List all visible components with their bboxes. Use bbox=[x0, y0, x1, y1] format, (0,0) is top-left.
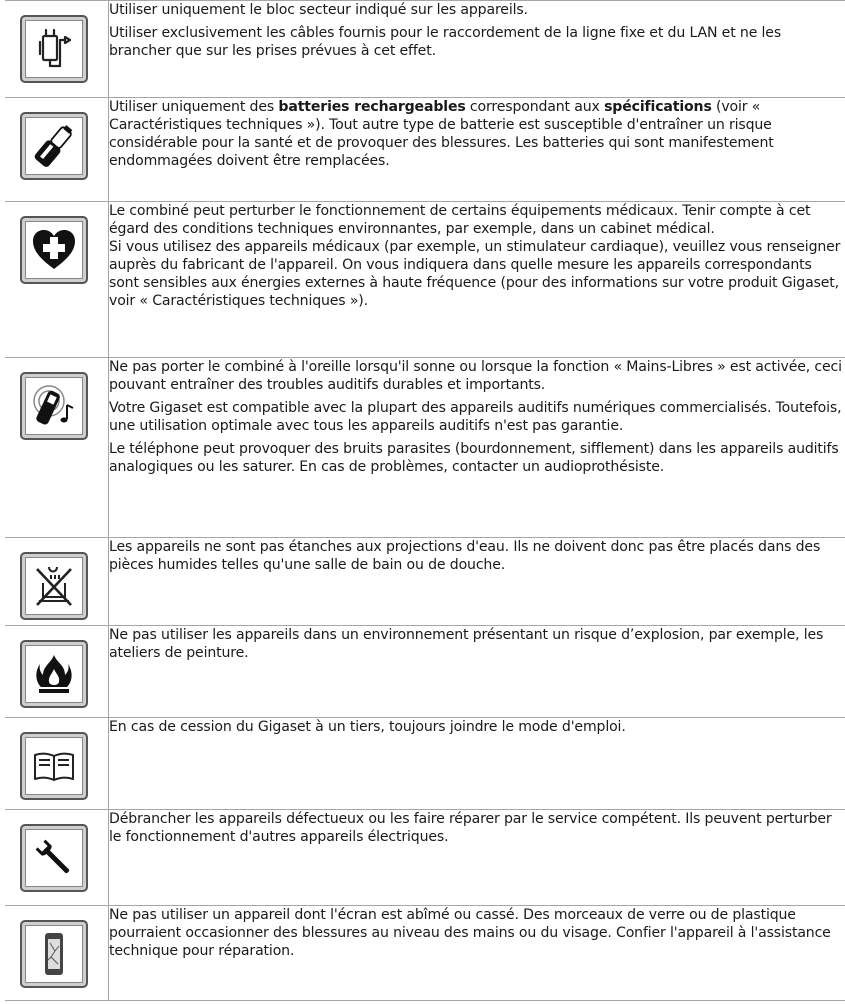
safety-text: Ne pas utiliser un appareil dont l'écran est abîmé ou cassé. Des morceaux de verre ou de plastique pourraient occasionner des blessures au niveau des mains ou du visage. Confier l'appareil à l'assistance technique pour réparation. bbox=[109, 907, 831, 959]
safety-row bbox=[5, 98, 845, 202]
battery-icon bbox=[20, 112, 88, 180]
safety-row bbox=[5, 358, 845, 538]
safety-row bbox=[5, 718, 845, 810]
safety-text: Ne pas porter le combiné à l'oreille lorsqu'il sonne ou lorsque la fonction « Mains-Libres » est activée, ceci pouvant entraîner des troubles auditifs durables et importants. bbox=[109, 359, 842, 393]
safety-text: Débrancher les appareils défectueux ou les faire réparer par le service compétent. Ils peuvent perturber le fonctionnement d'autres appareils électriques. bbox=[109, 811, 832, 845]
wrench-icon bbox=[20, 824, 88, 892]
safety-text: Les appareils ne sont pas étanches aux projections d'eau. Ils ne doivent donc pas être placés dans des pièces humides telles qu'une salle de bain ou de douche. bbox=[109, 539, 821, 573]
power-adapter-icon bbox=[20, 15, 88, 83]
no-water-icon bbox=[20, 552, 88, 620]
explosion-flame-icon bbox=[20, 640, 88, 708]
medical-heart-icon bbox=[20, 216, 88, 284]
broken-screen-icon bbox=[20, 920, 88, 988]
safety-text: Le téléphone peut provoquer des bruits parasites (bourdonnement, sifflement) dans les appareils auditifs analogiques ou les saturer. En cas de problèmes, contacter un audioprothésiste. bbox=[109, 441, 839, 475]
safety-row bbox=[5, 626, 845, 718]
safety-row bbox=[5, 810, 845, 906]
safety-instructions-table bbox=[5, 0, 845, 1001]
safety-text: Utiliser uniquement le bloc secteur indiqué sur les appareils. bbox=[109, 2, 528, 18]
safety-text: Ne pas utiliser les appareils dans un environnement présentant un risque d’explosion, par exemple, les ateliers de peinture. bbox=[109, 627, 824, 661]
safety-text: En cas de cession du Gigaset à un tiers, toujours joindre le mode d'emploi. bbox=[109, 719, 626, 735]
safety-text: Utiliser exclusivement les câbles fournis pour le raccordement de la ligne fixe et du LAN et ne les brancher que sur les prises prévues à cet effet. bbox=[109, 25, 782, 59]
safety-row bbox=[5, 1, 845, 98]
safety-text: Utiliser uniquement des batteries rechargeables correspondant aux spécifications (voir « Caractéristiques techniques »). Tout autre type de batterie est susceptible d'entraîner un risque considérable pour la santé et de provoquer des blessures. Les batteries qui sont manifestement endommagées doivent être remplacées. bbox=[109, 99, 774, 169]
handset-ringing-icon bbox=[20, 372, 88, 440]
safety-text: Si vous utilisez des appareils médicaux (par exemple, un stimulateur cardiaque), veuillez vous renseigner auprès du fabricant de l'appareil. On vous indiquera dans quelle mesure les appareils correspondants sont sensibles aux énergies externes à haute fréquence (pour des informations sur votre produit Gigaset, voir « Caractéristiques techniques »). bbox=[109, 239, 841, 309]
safety-text: Votre Gigaset est compatible avec la plupart des appareils auditifs numériques commercialisés. Toutefois, une utilisation optimale avec tous les appareils auditifs n'est pas garantie. bbox=[109, 400, 842, 434]
safety-row bbox=[5, 202, 845, 358]
safety-text: Le combiné peut perturber le fonctionnement de certains équipements médicaux. Tenir compte à cet égard des conditions techniques environnantes, par exemple, dans un cabinet médical. bbox=[109, 203, 811, 237]
user-manual-icon bbox=[20, 732, 88, 800]
safety-row bbox=[5, 906, 845, 1001]
safety-row bbox=[5, 538, 845, 626]
